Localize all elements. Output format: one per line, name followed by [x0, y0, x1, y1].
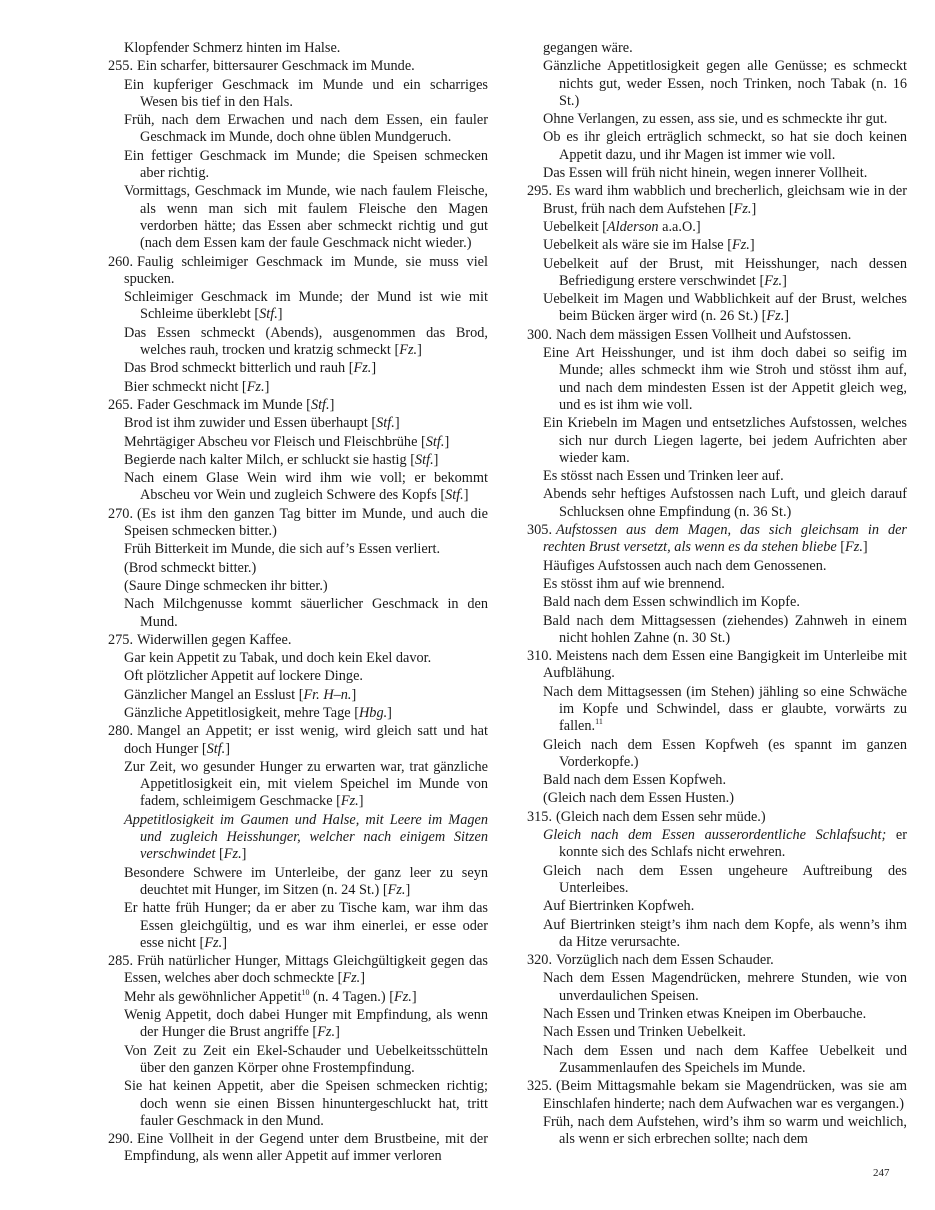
entry-text: Bald nach dem Essen Kopfweh.: [543, 772, 727, 789]
entry-text: Widerwillen gegen Kaffee.: [137, 631, 292, 648]
entry-text: Nach dem Essen Magendrücken, mehrere Stunden, wie von unverdaulichen Speisen.: [543, 970, 907, 1004]
symptom-entry: [124, 415, 488, 432]
entry-text: Aufstossen aus dem Magen, das sich gleichsam in der rechten Brust versetzt, als wenn es da stehen bliebe [Fz.]: [543, 522, 907, 556]
symptom-entry: [124, 541, 488, 558]
entry-text: Nach Milchgenusse kommt säuerlicher Geschmack in den Mund.: [124, 596, 488, 630]
entry-text: Faulig schleimiger Geschmack im Munde, sie muss viel spucken.: [124, 253, 488, 287]
symptom-entry: [124, 325, 488, 360]
entry-text: Ob es ihr gleich erträglich schmeckt, so hat sie doch keinen Appetit dazu, und ihr Magen ist immer wie voll.: [543, 129, 907, 163]
entry-text: (Gleich nach dem Essen Husten.): [543, 790, 734, 807]
entry-number: 325.: [527, 1078, 553, 1095]
symptom-entry: [543, 970, 907, 1005]
entry-text: Früh natürlicher Hunger, Mittags Gleichgültigkeit gegen das Essen, welches aber doch schmeckte [Fz.]: [124, 953, 488, 987]
entry-number: 270.: [108, 505, 134, 522]
entry-text: Bier schmeckt nicht [Fz.]: [124, 378, 270, 395]
entry-text: Vormittags, Geschmack im Munde, wie nach faulem Fleische, als wenn man sich mit faulem Fleische den Magen verdorben hätte; das Essen aber schmeckt richtig und gut (nach dem Essen kam der faule Geschmack nicht wieder.): [124, 183, 488, 252]
symptom-entry: [527, 952, 907, 969]
entry-text: Es stösst nach Essen und Trinken leer auf.: [543, 468, 784, 485]
entry-text: Auf Biertrinken Kopfweh.: [543, 898, 695, 915]
symptom-entry: [124, 183, 488, 252]
entry-text: Meistens nach dem Essen eine Bangigkeit im Unterleibe mit Aufblähung.: [543, 648, 907, 682]
symptom-entry: [124, 596, 488, 631]
entry-text: (Saure Dinge schmecken ihr bitter.): [124, 577, 328, 594]
entry-text: Früh Bitterkeit im Munde, die sich auf’s Essen verliert.: [124, 541, 441, 558]
symptom-entry: [124, 812, 488, 864]
symptom-entry: [124, 759, 488, 811]
entry-text: Gänzlicher Mangel an Esslust [Fr. H–n.]: [124, 686, 357, 703]
entry-text: Besondere Schwere im Unterleibe, der ganz leer zu seyn deuchtet mit Hunger, im Sitzen (n. 24 St.) [Fz.]: [124, 864, 488, 898]
entry-text: Gleich nach dem Essen Kopfweh (es spannt im ganzen Vorderkopfe.): [543, 736, 907, 770]
entry-text: Fader Geschmack im Munde [Stf.]: [137, 396, 335, 413]
entry-text: Gar kein Appetit zu Tabak, und doch kein Ekel davor.: [124, 650, 432, 667]
entry-number: 280.: [108, 723, 134, 740]
entry-text: Appetitlosigkeit im Gaumen und Halse, mit Leere im Magen und zugleich Heisshunger, welcher nach einigem Sitzen verschwindet [Fz.]: [124, 811, 488, 863]
symptom-entry: [543, 58, 907, 110]
symptom-entry: [527, 648, 907, 683]
entry-text: Auf Biertrinken steigt’s ihm nach dem Kopfe, als wenn’s ihm da Hitze verursachte.: [543, 916, 907, 950]
entry-text: Nach dem Essen und nach dem Kaffee Uebelkeit und Zusammenlaufen des Speichels im Munde.: [543, 1042, 907, 1076]
symptom-entry: [108, 1131, 488, 1166]
entry-text: (Es ist ihm den ganzen Tag bitter im Munde, und auch die Speisen schmecken bitter.): [124, 505, 488, 540]
entry-text: Das Brod schmeckt bitterlich und rauh [Fz.]: [124, 360, 377, 377]
entry-text: Nach dem Mittagsessen (im Stehen) jähling so eine Schwäche im Kopfe und Schwindel, dass er glaubte, vorwärts zu fallen.$^{11}$: [543, 683, 907, 735]
symptom-entry: [543, 898, 907, 915]
symptom-entry: [124, 865, 488, 900]
symptom-entry: [543, 863, 907, 898]
symptom-entry: [543, 219, 907, 236]
entry-text: Ein scharfer, bittersaurer Geschmack im Munde.: [137, 58, 415, 75]
entry-text: Ein fettiger Geschmack im Munde; die Speisen schmecken aber richtig.: [124, 147, 488, 182]
symptom-entry: [543, 558, 907, 575]
entry-text: gegangen wäre.: [543, 40, 633, 56]
entry-text: (Gleich nach dem Essen sehr müde.): [556, 808, 766, 825]
symptom-entry: [543, 576, 907, 593]
entry-text: Früh, nach dem Erwachen und nach dem Essen, ein fauler Geschmack im Munde, doch ohne üblen Mundgeruch.: [124, 112, 488, 146]
symptom-entry: [543, 345, 907, 414]
symptom-entry: [124, 578, 488, 595]
entry-text: Klopfender Schmerz hinten im Halse.: [124, 40, 341, 56]
page-number: 247: [873, 1167, 890, 1179]
right-column: [527, 40, 907, 1149]
symptom-entry: [124, 989, 488, 1006]
symptom-entry: [543, 129, 907, 164]
entry-text: Früh, nach dem Aufstehen, wird’s ihm so warm und weichlich, als wenn er sich erbrechen sollte; nach dem: [543, 1113, 907, 1148]
symptom-entry: [527, 327, 907, 344]
entry-text: Begierde nach kalter Milch, er schluckt sie hastig [Stf.]: [124, 451, 439, 468]
entry-number: 275.: [108, 631, 134, 648]
symptom-entry: [543, 594, 907, 611]
symptom-entry: [124, 900, 488, 952]
entry-number: 290.: [108, 1131, 134, 1148]
symptom-entry: [108, 506, 488, 541]
symptom-entry: [124, 705, 488, 722]
symptom-entry: [124, 668, 488, 685]
symptom-entry: [543, 1024, 907, 1041]
symptom-entry: [108, 953, 488, 988]
symptom-entry: [108, 632, 488, 649]
entry-text: Eine Art Heisshunger, und ist ihm doch dabei so seifig im Munde; alles schmeckt ihm wie Stroh und stösst ihm auf, und nach dem mindesten Essen ist der Appetit gleich weg, und es ist ihm wie voll.: [543, 345, 907, 413]
entry-text: Gänzliche Appetitlosigkeit, mehre Tage [Hbg.]: [124, 704, 392, 721]
entry-text: Gleich nach dem Essen ungeheure Auftreibung des Unterleibes.: [543, 862, 907, 896]
symptom-entry: [124, 360, 488, 377]
symptom-entry: [543, 291, 907, 326]
entry-text: Uebelkeit [Alderson a.a.O.]: [543, 218, 701, 235]
entry-text: Es ward ihm wabblich und brecherlich, gleichsam wie in der Brust, früh nach dem Aufstehen [Fz.]: [543, 183, 907, 217]
entry-text: Zur Zeit, wo gesunder Hunger zu erwarten war, trat gänzliche Appetitlosigkeit ein, mit vielem Speichel im Munde von fadem, schleimigem Geschmacke [Fz.]: [124, 758, 488, 810]
left-column: [108, 40, 488, 1167]
entry-text: Gleich nach dem Essen ausserordentliche Schlafsucht; er konnte sich des Schlafs nicht erwehren.: [543, 827, 907, 861]
symptom-entry: [543, 827, 907, 862]
entry-text: Er hatte früh Hunger; da er aber zu Tische kam, war ihm das Essen gleichgültig, und es war ihm einerlei, er esse oder esse nicht [Fz.]: [124, 900, 488, 951]
entry-text: Eine Vollheit in der Gegend unter dem Brustbeine, mit der Empfindung, als wenn aller Appetit auf immer verloren: [124, 1131, 488, 1165]
entry-text: Nach dem mässigen Essen Vollheit und Aufstossen.: [556, 326, 852, 343]
entry-text: Abends sehr heftiges Aufstossen nach Luft, und gleich darauf Schlucksen ohne Empfindung (n. 36 St.): [543, 486, 907, 520]
entry-text: Nach Essen und Trinken etwas Kneipen im Oberbauche.: [543, 1006, 867, 1023]
entry-number: 260.: [108, 253, 134, 270]
symptom-entry: [124, 434, 488, 451]
entry-text: Ein kupferiger Geschmack im Munde und ein scharriges Wesen bis tief in den Hals.: [124, 76, 488, 110]
symptom-entry: [124, 379, 488, 396]
entry-text: Nach einem Glase Wein wird ihm wie voll; er bekommt Abscheu vor Wein und zugleich Schwere des Kopfs [Stf.]: [124, 470, 488, 504]
symptom-entry: [543, 1043, 907, 1078]
symptom-entry: [124, 77, 488, 112]
symptom-entry: [543, 165, 907, 182]
symptom-entry: [543, 237, 907, 254]
symptom-entry: [124, 289, 488, 324]
symptom-entry: [543, 790, 907, 807]
symptom-entry: [543, 917, 907, 952]
entry-text: Schleimiger Geschmack im Munde; der Mund ist wie mit Schleime überklebt [Stf.]: [124, 289, 488, 323]
entry-text: Wenig Appetit, doch dabei Hunger mit Empfindung, als wenn der Hunger die Brust angriffe [Fz.]: [124, 1007, 488, 1041]
entry-text: Ohne Verlangen, zu essen, ass sie, und es schmeckte ihr gut.: [543, 111, 888, 128]
entry-text: Vorzüglich nach dem Essen Schauder.: [556, 952, 774, 969]
symptom-entry: [527, 522, 907, 557]
entry-text: Mehrtägiger Abscheu vor Fleisch und Fleischbrühe [Stf.]: [124, 433, 450, 450]
symptom-entry: [108, 254, 488, 289]
entry-number: 285.: [108, 953, 134, 970]
symptom-entry: [543, 737, 907, 772]
symptom-entry: [124, 148, 488, 183]
symptom-entry: [124, 1078, 488, 1130]
entry-text: Brod ist ihm zuwider und Essen überhaupt [Stf.]: [124, 415, 400, 432]
entry-text: Sie hat keinen Appetit, aber die Speisen schmecken richtig; doch wenn sie einen Bissen hinuntergeschluckt hat, tritt fauler Geschmack in den Mund.: [124, 1078, 488, 1129]
symptom-entry: [124, 1007, 488, 1042]
symptom-entry: [124, 40, 488, 57]
entry-number: 265.: [108, 396, 134, 413]
entry-text: Mangel an Appetit; er isst wenig, wird gleich satt und hat doch Hunger [Stf.]: [124, 723, 488, 757]
entry-text: Gänzliche Appetitlosigkeit gegen alle Genüsse; es schmeckt nichts gut, weder Essen, noch Trinken, noch Tabak (n. 16 St.): [543, 58, 907, 109]
entry-text: Das Essen schmeckt (Abends), ausgenommen das Brod, welches rauh, trocken und kratzig schmeckt [Fz.]: [124, 324, 488, 359]
entry-text: Häufiges Aufstossen auch nach dem Genossenen.: [543, 557, 827, 574]
entry-number: 320.: [527, 952, 553, 969]
entry-text: Ein Kriebeln im Magen und entsetzliches Aufstossen, welches sich nur durch Liegen lagerte, bei jedem Aufrichten aber wieder kam.: [543, 415, 907, 466]
symptom-entry: [527, 1078, 907, 1113]
symptom-entry: [543, 415, 907, 467]
symptom-entry: [543, 111, 907, 128]
entry-text: Bald nach dem Essen schwindlich im Kopfe.: [543, 594, 800, 611]
symptom-entry: [108, 723, 488, 758]
entry-number: 310.: [527, 648, 553, 665]
entry-text: Uebelkeit auf der Brust, mit Heisshunger, nach dessen Befriedigung erstere verschwindet [Fz.]: [543, 255, 907, 289]
entry-text: Uebelkeit im Magen und Wabblichkeit auf der Brust, welches beim Bücken ärger wird (n. 26 St.) [Fz.]: [543, 291, 907, 325]
entry-text: Das Essen will früh nicht hinein, wegen innerer Vollheit.: [543, 165, 868, 182]
entry-number: 300.: [527, 326, 553, 343]
entry-text: Von Zeit zu Zeit ein Ekel-Schauder und Uebelkeitsschütteln über den ganzen Körper ohne Frostempfindung.: [124, 1042, 488, 1076]
symptom-entry: [124, 560, 488, 577]
entry-number: 305.: [527, 522, 553, 539]
symptom-entry: [108, 397, 488, 414]
symptom-entry: [543, 256, 907, 291]
entry-text: (Beim Mittagsmahle bekam sie Magendrücken, was sie am Einschlafen hinderte; nach dem Aufwachen war es vergangen.): [543, 1078, 907, 1112]
entry-number: 295.: [527, 183, 553, 200]
symptom-entry: [124, 1043, 488, 1078]
entry-text: Es stösst ihm auf wie brennend.: [543, 575, 725, 592]
entry-number: 315.: [527, 808, 553, 825]
symptom-entry: [108, 58, 488, 75]
symptom-entry: [543, 613, 907, 648]
symptom-entry: [124, 470, 488, 505]
symptom-entry: [543, 684, 907, 736]
entry-text: Oft plötzlicher Appetit auf lockere Dinge.: [124, 668, 363, 685]
symptom-entry: [543, 468, 907, 485]
symptom-entry: [527, 183, 907, 218]
entry-text: Mehr als gewöhnlicher Appetit$^{10}$ (n. 4 Tagen.) [Fz.]: [124, 987, 417, 1005]
symptom-entry: [124, 650, 488, 667]
entry-text: Nach Essen und Trinken Uebelkeit.: [543, 1024, 746, 1041]
symptom-entry: [543, 772, 907, 789]
entry-number: 255.: [108, 58, 134, 75]
symptom-entry: [527, 809, 907, 826]
symptom-entry: [124, 452, 488, 469]
symptom-entry: [543, 1006, 907, 1023]
symptom-entry: [543, 40, 907, 57]
entry-text: Uebelkeit als wäre sie im Halse [Fz.]: [543, 237, 755, 254]
symptom-entry: [543, 486, 907, 521]
symptom-entry: [124, 112, 488, 147]
symptom-entry: [543, 1114, 907, 1149]
entry-text: Bald nach dem Mittagsessen (ziehendes) Zahnweh in einem nicht hohlen Zahne (n. 30 St.): [543, 612, 907, 646]
entry-text: (Brod schmeckt bitter.): [124, 559, 257, 576]
symptom-entry: [124, 687, 488, 704]
